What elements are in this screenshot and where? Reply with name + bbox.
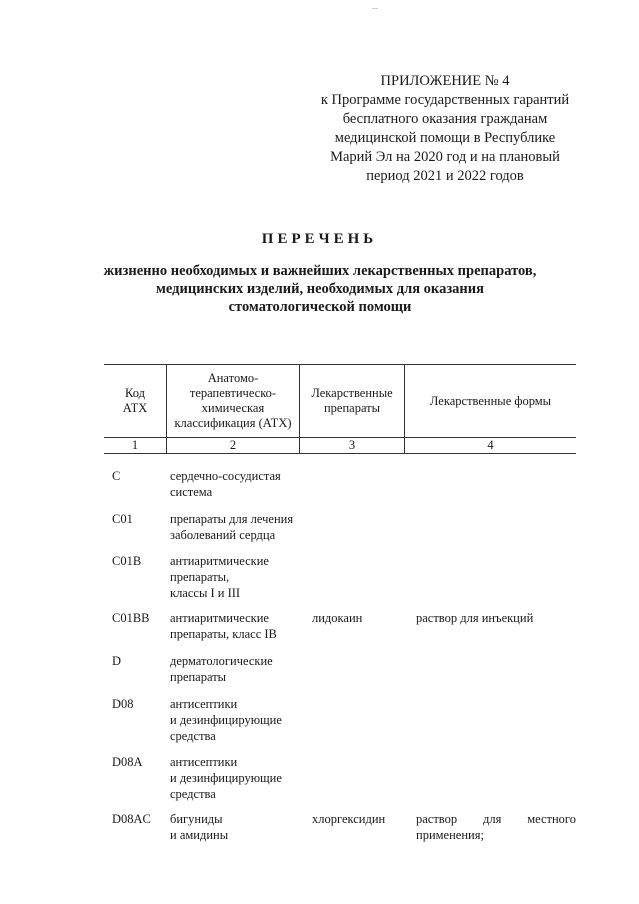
appendix-line: ПРИЛОЖЕНИЕ № 4 <box>380 73 510 89</box>
classification-line: и дезинфицирующие <box>170 771 282 785</box>
atc-code: D08 <box>112 697 134 711</box>
column-number: 4 <box>405 438 577 454</box>
classification-line: антиаритмические <box>170 554 269 568</box>
classification-line: препараты <box>170 670 227 684</box>
subtitle-line: медицинских изделий, необходимых для оказания <box>156 281 484 297</box>
appendix-line: Марий Эл на 2020 год и на плановый <box>330 149 560 165</box>
atc-classification <box>170 754 302 802</box>
classification-line: препараты для лечения <box>170 512 294 526</box>
header-code <box>104 365 167 438</box>
header-drugs <box>300 365 405 438</box>
atc-classification <box>170 696 302 744</box>
atc-code: C01BB <box>112 611 150 625</box>
classification-line: заболеваний сердца <box>170 528 276 542</box>
classification-line: система <box>170 485 213 499</box>
column-number: 3 <box>300 438 405 454</box>
dosage-form: раствор для инъекций <box>416 611 534 625</box>
header-text: химическая <box>201 401 265 415</box>
subtitle-line: жизненно необходимых и важнейших лекарственных препаратов, <box>103 263 537 279</box>
dosage-form-line: применения; <box>416 828 484 842</box>
table-header <box>104 364 576 454</box>
header-text: классификация (АТХ) <box>174 416 292 430</box>
atc-code: D08AC <box>112 812 151 826</box>
document-title: ПЕРЕЧЕНЬ <box>261 231 378 247</box>
drug-name: хлоргексидин <box>312 812 386 826</box>
scan-mark <box>372 8 378 9</box>
form-word: раствор <box>416 812 458 826</box>
classification-line: и амидины <box>170 828 229 842</box>
classification-line: антисептики <box>170 755 238 769</box>
classification-line: и дезинфицирующие <box>170 713 282 727</box>
atc-classification <box>170 811 302 843</box>
atc-code: C01 <box>112 512 133 526</box>
document-subtitle <box>100 262 540 316</box>
classification-line: препараты, <box>170 570 230 584</box>
appendix-line: бесплатного оказания гражданам <box>342 111 548 127</box>
atc-classification <box>170 553 302 601</box>
atc-classification <box>170 610 302 642</box>
header-row <box>104 365 576 438</box>
column-number-row <box>104 438 576 454</box>
form-word: для <box>482 812 502 826</box>
classification-line: антиаритмические <box>170 611 269 625</box>
header-text: Лекарственные формы <box>429 393 552 408</box>
atc-code: D <box>112 654 122 668</box>
dosage-form <box>416 811 576 843</box>
classification-line: антисептики <box>170 697 238 711</box>
form-word: местного <box>527 812 576 826</box>
atc-classification <box>170 511 302 543</box>
column-number: 1 <box>104 438 167 454</box>
classification-line: средства <box>170 787 216 801</box>
header-text: Лекарственные <box>311 386 393 400</box>
header-text: терапевтическо- <box>189 386 277 400</box>
header-text: Анатомо- <box>207 371 259 385</box>
header-text: Код <box>125 386 145 400</box>
atc-code: D08A <box>112 755 143 769</box>
classification-line: классы I и III <box>170 586 241 600</box>
header-text: АТХ <box>122 401 148 415</box>
drug-name: лидокаин <box>312 611 363 625</box>
column-number: 2 <box>167 438 300 454</box>
header-forms <box>405 365 577 438</box>
appendix-line: период 2021 и 2022 годов <box>366 168 524 184</box>
atc-code: C01B <box>112 554 142 568</box>
atc-classification <box>170 468 302 500</box>
classification-line: средства <box>170 729 216 743</box>
dosage-form-line <box>416 811 576 827</box>
classification-line: сердечно-сосудистая <box>170 469 281 483</box>
classification-line: препараты, класс IB <box>170 627 277 641</box>
appendix-line: медицинской помощи в Республике <box>334 130 556 146</box>
appendix-line: к Программе государственных гарантий <box>320 92 570 108</box>
appendix-header <box>300 72 590 186</box>
classification-line: дерматологические <box>170 654 273 668</box>
classification-line: бигуниды <box>170 812 223 826</box>
header-classification <box>167 365 300 438</box>
atc-classification <box>170 653 302 685</box>
subtitle-line: стоматологической помощи <box>228 299 412 315</box>
atc-code: C <box>112 469 121 483</box>
header-text: препараты <box>323 401 381 415</box>
